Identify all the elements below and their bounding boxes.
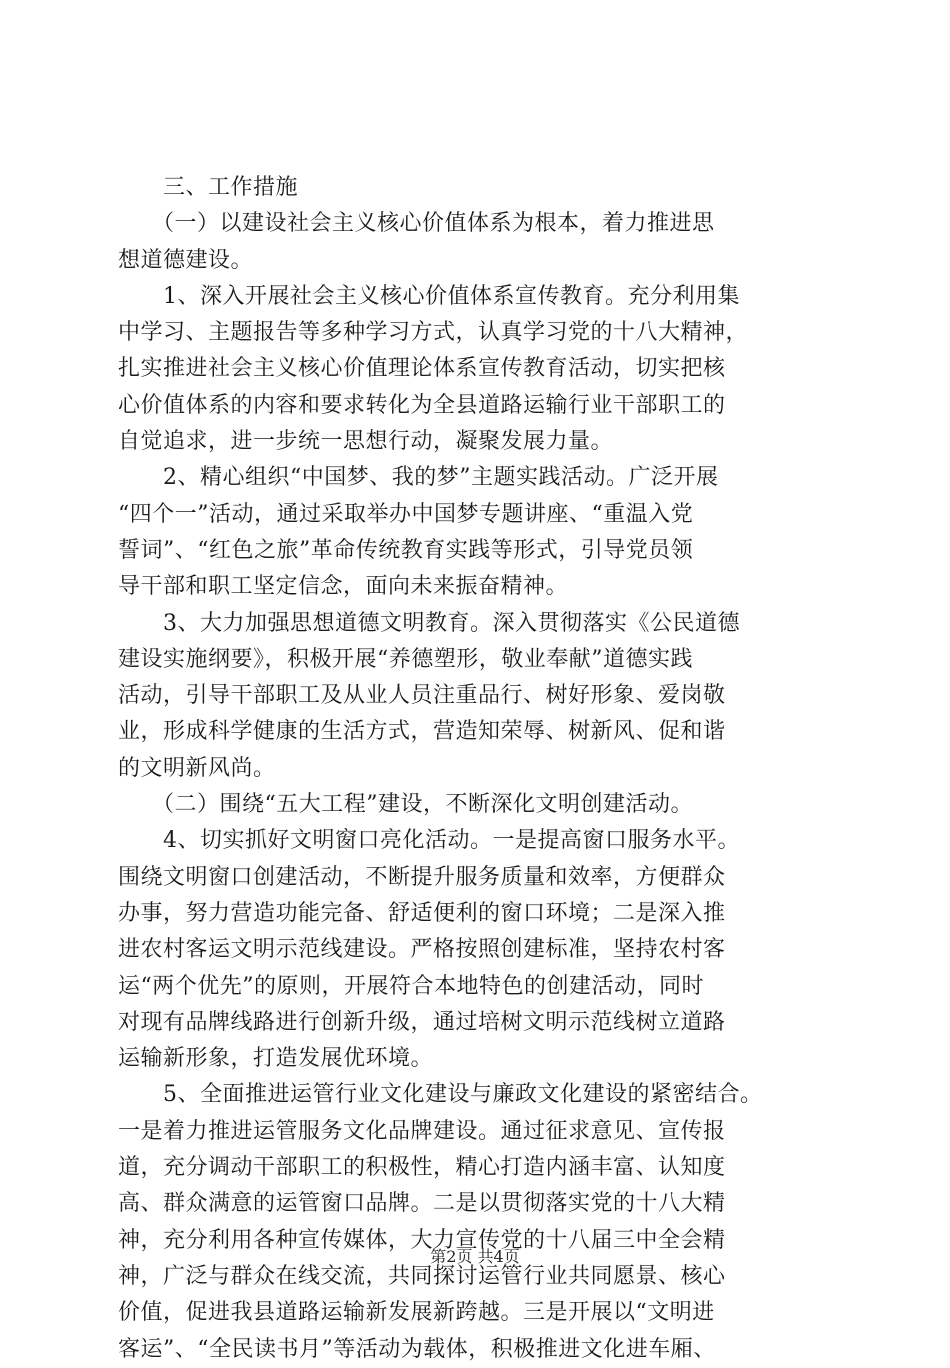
text-line: 进农村客运文明示范线建设。严格按照创建标准，坚持农村客 <box>118 937 726 963</box>
text-line: 导干部和职工坚定信念，面向未来振奋精神。 <box>118 574 569 600</box>
text-line: 一是着力推进运管服务文化品牌建设。通过征求意见、宣传报 <box>118 1118 726 1144</box>
text-line: 道，充分调动干部职工的积极性，精心打造内涵丰富、认知度 <box>118 1155 726 1181</box>
text-line: 神，广泛与群众在线交流，共同探讨运管行业共同愿景、核心 <box>118 1263 726 1289</box>
text-line: 想道德建设。 <box>118 247 254 273</box>
text-line: 心价值体系的内容和要求转化为全县道路运输行业干部职工的 <box>118 392 726 418</box>
text-line: 运输新形象，打造发展优环境。 <box>118 1046 434 1072</box>
text-line: 办事，努力营造功能完备、舒适便利的窗口环境；二是深入推 <box>118 900 726 926</box>
text-line: 运“两个优先”的原则，开展符合本地特色的创建活动，同时 <box>118 973 704 999</box>
text-line: （一）以建设社会主义核心价值体系为根本，着力推进思 <box>118 211 715 237</box>
text-line: 誓词”、“红色之旅”革命传统教育实践等形式，引导党员领 <box>118 537 694 563</box>
text-line: 神，充分利用各种宣传媒体，大力宣传党的十八届三中全会精 <box>118 1227 726 1253</box>
text-line: 价值，促进我县道路运输新发展新跨越。三是开展以“文明进 <box>118 1300 715 1326</box>
text-line: 对现有品牌线路进行创新升级，通过培树文明示范线树立道路 <box>118 1009 726 1035</box>
text-line: 5、全面推进运管行业文化建设与廉政文化建设的紧密结合。 <box>118 1082 763 1108</box>
text-line: 围绕文明窗口创建活动，不断提升服务质量和效率，方便群众 <box>118 864 726 890</box>
text-line: 的文明新风尚。 <box>118 755 276 781</box>
text-line: 中学习、主题报告等多种学习方式，认真学习党的十八大精神， <box>118 320 749 346</box>
text-line: “四个一”活动，通过采取举办中国梦专题讲座、“重温入党 <box>118 501 694 527</box>
text-line: （二）围绕“五大工程”建设，不断深化文明创建活动。 <box>118 792 693 818</box>
text-line: 业，形成科学健康的生活方式，营造知荣辱、树新风、促和谐 <box>118 719 726 745</box>
document-body <box>118 170 838 1368</box>
text-line: 三、工作措施 <box>118 175 299 200</box>
text-line: 活动，引导干部职工及从业人员注重品行、树好形象、爱岗敬 <box>118 683 726 709</box>
text-line: 2、精心组织“中国梦、我的梦”主题实践活动。广泛开展 <box>118 465 719 491</box>
text-line: 4、切实抓好文明窗口亮化活动。一是提高窗口服务水平。 <box>118 828 740 854</box>
text-line: 高、群众满意的运管窗口品牌。二是以贯彻落实党的十八大精 <box>118 1191 726 1217</box>
text-line: 1、深入开展社会主义核心价值体系宣传教育。充分利用集 <box>118 283 740 309</box>
text-line: 扎实推进社会主义核心价值理论体系宣传教育活动，切实把核 <box>118 356 726 382</box>
text-line: 3、大力加强思想道德文明教育。深入贯彻落实《公民道德 <box>118 610 740 636</box>
text-line: 自觉追求，进一步统一思想行动，凝聚发展力量。 <box>118 429 614 455</box>
text-line: 建设实施纲要》，积极开展“养德塑形，敬业奉献”道德实践 <box>118 646 693 672</box>
page-number-footer: 第2页 共4页 <box>430 1247 520 1266</box>
text-line: 客运”、“全民读书月”等活动为载体，积极推进文化进车厢、 <box>118 1336 716 1362</box>
